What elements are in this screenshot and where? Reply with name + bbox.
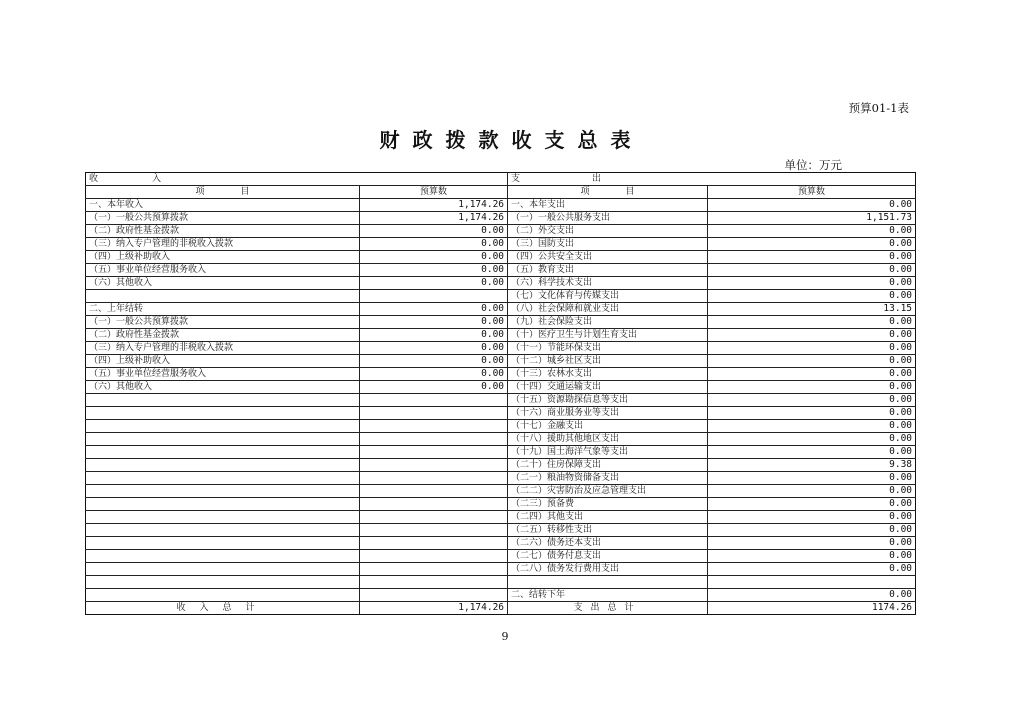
income-section-header: 收 入 — [86, 173, 508, 186]
income-value-cell — [360, 524, 508, 537]
table-row — [86, 537, 916, 550]
income-total-label: 收入总计 — [86, 602, 360, 615]
income-item-cell: （六）其他收入 — [86, 381, 360, 394]
income-value-cell — [360, 420, 508, 433]
income-item-cell: （四）上级补助收入 — [86, 355, 360, 368]
expense-value-cell: 0.00 — [708, 472, 916, 485]
expense-value-cell: 0.00 — [708, 290, 916, 303]
table-row — [86, 589, 916, 602]
income-value-cell — [360, 550, 508, 563]
income-item-cell — [86, 407, 360, 420]
income-item-cell — [86, 485, 360, 498]
expense-budget-header: 预算数 — [708, 186, 916, 199]
income-value-cell — [360, 537, 508, 550]
table-row — [86, 563, 916, 576]
income-value-cell: 0.00 — [360, 368, 508, 381]
income-item-cell — [86, 589, 360, 602]
expense-item-cell: （十一）节能环保支出 — [508, 342, 708, 355]
table-row — [86, 407, 916, 420]
expense-value-cell: 0.00 — [708, 355, 916, 368]
expense-item-cell: （六）科学技术支出 — [508, 277, 708, 290]
income-value-cell: 0.00 — [360, 277, 508, 290]
income-value-cell — [360, 459, 508, 472]
table-row — [86, 498, 916, 511]
income-value-cell — [360, 498, 508, 511]
table-row — [86, 212, 916, 225]
income-item-cell: （二）政府性基金拨款 — [86, 329, 360, 342]
income-item-cell — [86, 394, 360, 407]
header-row-columns — [86, 186, 916, 199]
expense-item-cell: （二八）债务发行费用支出 — [508, 563, 708, 576]
income-value-cell: 0.00 — [360, 264, 508, 277]
table-row — [86, 524, 916, 537]
expense-value-cell: 0.00 — [708, 199, 916, 212]
expense-item-cell: （十五）资源勘探信息等支出 — [508, 394, 708, 407]
income-item-cell — [86, 420, 360, 433]
expense-value-cell: 0.00 — [708, 485, 916, 498]
expense-value-cell: 0.00 — [708, 446, 916, 459]
income-value-cell — [360, 589, 508, 602]
income-item-cell: （四）上级补助收入 — [86, 251, 360, 264]
income-value-cell — [360, 290, 508, 303]
table-row — [86, 303, 916, 316]
table-row — [86, 472, 916, 485]
income-item-cell — [86, 459, 360, 472]
expense-value-cell: 0.00 — [708, 433, 916, 446]
income-value-cell — [360, 446, 508, 459]
income-item-cell — [86, 524, 360, 537]
table-row — [86, 225, 916, 238]
expense-item-cell: （二七）债务付息支出 — [508, 550, 708, 563]
expense-item-cell: （二一）粮油物资储备支出 — [508, 472, 708, 485]
table-row — [86, 264, 916, 277]
expense-item-cell: （九）社会保险支出 — [508, 316, 708, 329]
income-item-cell — [86, 576, 360, 589]
expense-item-cell: （二三）预备费 — [508, 498, 708, 511]
income-value-cell — [360, 394, 508, 407]
income-item-cell — [86, 550, 360, 563]
expense-value-cell: 0.00 — [708, 342, 916, 355]
expense-value-cell: 1,151.73 — [708, 212, 916, 225]
income-value-cell: 0.00 — [360, 381, 508, 394]
expense-item-cell: （二十）住房保障支出 — [508, 459, 708, 472]
expense-value-cell: 0.00 — [708, 264, 916, 277]
expense-total-value: 1174.26 — [708, 602, 916, 615]
page-number: 9 — [501, 630, 509, 643]
income-value-cell: 1,174.26 — [360, 199, 508, 212]
expense-total-label: 支出总计 — [508, 602, 708, 615]
income-value-cell: 0.00 — [360, 225, 508, 238]
expense-value-cell: 0.00 — [708, 420, 916, 433]
income-value-cell — [360, 407, 508, 420]
expense-value-cell: 0.00 — [708, 407, 916, 420]
table-row — [86, 368, 916, 381]
expense-item-cell: （八）社会保障和就业支出 — [508, 303, 708, 316]
income-value-cell: 0.00 — [360, 303, 508, 316]
expense-item-cell: （三）国防支出 — [508, 238, 708, 251]
table-row — [86, 420, 916, 433]
expense-value-cell — [708, 576, 916, 589]
expense-value-cell: 0.00 — [708, 589, 916, 602]
income-item-cell: （三）纳入专户管理的非税收入拨款 — [86, 238, 360, 251]
table-row — [86, 355, 916, 368]
expense-item-cell: （二四）其他支出 — [508, 511, 708, 524]
expense-item-cell: （二二）灾害防治及应急管理支出 — [508, 485, 708, 498]
table-row — [86, 550, 916, 563]
expense-section-header: 支 出 — [508, 173, 916, 186]
income-item-cell — [86, 472, 360, 485]
expense-value-cell: 0.00 — [708, 316, 916, 329]
table-row — [86, 459, 916, 472]
income-item-cell: （二）政府性基金拨款 — [86, 225, 360, 238]
expense-value-cell: 0.00 — [708, 394, 916, 407]
income-item-cell — [86, 498, 360, 511]
expense-item-cell — [508, 576, 708, 589]
table-row — [86, 251, 916, 264]
expense-value-cell: 0.00 — [708, 225, 916, 238]
table-row — [86, 485, 916, 498]
expense-value-cell: 9.38 — [708, 459, 916, 472]
expense-item-cell: （四）公共安全支出 — [508, 251, 708, 264]
expense-item-cell: （二）外交支出 — [508, 225, 708, 238]
table-row — [86, 381, 916, 394]
table-row — [86, 394, 916, 407]
table-row — [86, 342, 916, 355]
expense-item-cell: （七）文化体育与传媒支出 — [508, 290, 708, 303]
expense-item-header: 项 目 — [508, 186, 708, 199]
expense-value-cell: 0.00 — [708, 511, 916, 524]
expense-value-cell: 0.00 — [708, 277, 916, 290]
income-value-cell — [360, 433, 508, 446]
budget-summary-table — [85, 172, 916, 615]
income-value-cell: 0.00 — [360, 329, 508, 342]
expense-item-cell: （十四）交通运输支出 — [508, 381, 708, 394]
expense-item-cell: （一）一般公共服务支出 — [508, 212, 708, 225]
expense-value-cell: 0.00 — [708, 498, 916, 511]
table-row — [86, 511, 916, 524]
expense-item-cell: （十八）援助其他地区支出 — [508, 433, 708, 446]
income-item-cell: （一）一般公共预算拨款 — [86, 212, 360, 225]
expense-value-cell: 0.00 — [708, 563, 916, 576]
expense-item-cell: （十七）金融支出 — [508, 420, 708, 433]
unit-label: 单位：万元 — [784, 158, 842, 172]
income-item-cell: （五）事业单位经营服务收入 — [86, 264, 360, 277]
expense-item-cell: （二五）转移性支出 — [508, 524, 708, 537]
expense-value-cell: 0.00 — [708, 524, 916, 537]
table-row — [86, 290, 916, 303]
income-item-cell: （一）一般公共预算拨款 — [86, 316, 360, 329]
income-item-cell: 二、上年结转 — [86, 303, 360, 316]
income-item-cell: （五）事业单位经营服务收入 — [86, 368, 360, 381]
table-row — [86, 329, 916, 342]
income-value-cell — [360, 511, 508, 524]
page-title: 财政拨款收支总表 — [379, 128, 644, 152]
income-item-cell — [86, 563, 360, 576]
income-item-cell — [86, 511, 360, 524]
income-value-cell: 0.00 — [360, 355, 508, 368]
totals-row — [86, 602, 916, 615]
income-value-cell: 0.00 — [360, 342, 508, 355]
table-row — [86, 316, 916, 329]
header-row-section — [86, 173, 916, 186]
expense-value-cell: 0.00 — [708, 238, 916, 251]
expense-item-cell: （五）教育支出 — [508, 264, 708, 277]
income-budget-header: 预算数 — [360, 186, 508, 199]
income-item-header: 项 目 — [86, 186, 360, 199]
expense-item-cell: 一、本年支出 — [508, 199, 708, 212]
expense-value-cell: 0.00 — [708, 550, 916, 563]
expense-item-cell: （十二）城乡社区支出 — [508, 355, 708, 368]
income-value-cell — [360, 563, 508, 576]
expense-value-cell: 0.00 — [708, 368, 916, 381]
expense-value-cell: 0.00 — [708, 537, 916, 550]
expense-item-cell: （十）医疗卫生与计划生育支出 — [508, 329, 708, 342]
expense-value-cell: 0.00 — [708, 381, 916, 394]
income-item-cell: （三）纳入专户管理的非税收入拨款 — [86, 342, 360, 355]
income-item-cell: 一、本年收入 — [86, 199, 360, 212]
income-item-cell — [86, 446, 360, 459]
expense-value-cell: 13.15 — [708, 303, 916, 316]
table-row — [86, 238, 916, 251]
income-value-cell: 1,174.26 — [360, 212, 508, 225]
income-item-cell: （六）其他收入 — [86, 277, 360, 290]
expense-item-cell: 二、结转下年 — [508, 589, 708, 602]
table-row — [86, 446, 916, 459]
income-item-cell — [86, 537, 360, 550]
income-item-cell — [86, 290, 360, 303]
table-row — [86, 277, 916, 290]
table-row — [86, 433, 916, 446]
table-row — [86, 199, 916, 212]
expense-value-cell: 0.00 — [708, 251, 916, 264]
table-row — [86, 576, 916, 589]
income-value-cell: 0.00 — [360, 251, 508, 264]
income-value-cell: 0.00 — [360, 238, 508, 251]
income-value-cell — [360, 485, 508, 498]
income-value-cell — [360, 576, 508, 589]
expense-value-cell: 0.00 — [708, 329, 916, 342]
expense-item-cell: （十九）国土海洋气象等支出 — [508, 446, 708, 459]
expense-item-cell: （二六）债务还本支出 — [508, 537, 708, 550]
expense-item-cell: （十三）农林水支出 — [508, 368, 708, 381]
income-value-cell — [360, 472, 508, 485]
income-value-cell: 0.00 — [360, 316, 508, 329]
expense-item-cell: （十六）商业服务业等支出 — [508, 407, 708, 420]
income-total-value: 1,174.26 — [360, 602, 508, 615]
form-number: 预算01-1表 — [848, 101, 909, 115]
income-item-cell — [86, 433, 360, 446]
